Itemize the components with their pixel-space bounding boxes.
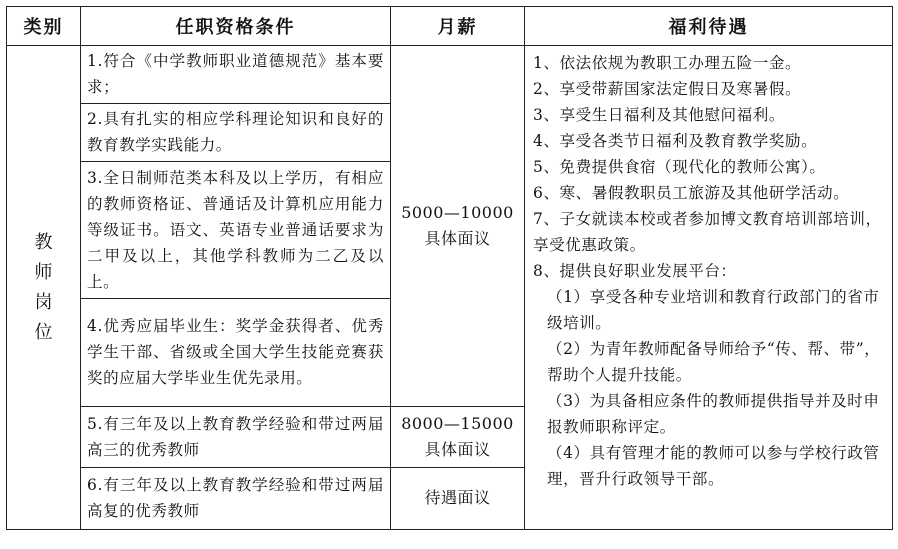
category-cell <box>7 46 81 530</box>
salary-note: 待遇面议 <box>424 488 491 508</box>
salary-range: 8000—15000 <box>401 413 514 433</box>
requirement-6: 6.有三年及以上教育教学经验和带过两届高复的优秀教师 <box>81 467 391 529</box>
salary-note: 具体面议 <box>424 229 491 249</box>
requirement-1: 1.符合《中学教师职业道德规范》基本要求； <box>81 46 391 103</box>
header-row <box>7 7 893 46</box>
benefit-item: 7、子女就读本校或者参加博文教育培训部培训，享受优惠政策。 <box>533 210 882 255</box>
benefits-cell <box>525 46 893 530</box>
salary-note: 具体面议 <box>424 439 491 459</box>
benefit-subitem: （2）为青年教师配备导师给予“传、帮、带”，帮助个人提升技能。 <box>547 340 881 385</box>
benefit-item: 1、依法依规为教职工办理五险一金。 <box>533 54 802 73</box>
benefit-item: 4、享受各类节日福利及教育教学奖励。 <box>533 132 818 151</box>
header-salary: 月薪 <box>391 7 525 46</box>
requirement-3: 3.全日制师范类本科及以上学历，有相应的教师资格证、普通话及计算机应用能力等级证书。语文、英语专业普通话要求为二甲及以上，其他学科教师为二乙及以上。 <box>81 161 391 298</box>
salary-cell-1 <box>391 46 525 407</box>
category-char: 师 <box>34 261 53 283</box>
benefit-item: 6、寒、暑假教职员工旅游及其他研学活动。 <box>533 184 850 203</box>
category-char: 教 <box>34 231 53 253</box>
header-requirements: 任职资格条件 <box>81 7 391 46</box>
header-benefits: 福利待遇 <box>525 7 893 46</box>
recruitment-table <box>6 6 893 530</box>
benefit-subitem: （4）具有管理才能的教师可以参与学校行政管理，晋升行政领导干部。 <box>547 444 880 489</box>
salary-cell-3 <box>391 467 525 529</box>
header-category: 类别 <box>7 7 81 46</box>
benefit-subitem: （1）享受各种专业培训和教育行政部门的省市级培训。 <box>547 288 880 333</box>
requirement-5: 5.有三年及以上教育教学经验和带过两届高三的优秀教师 <box>81 407 391 467</box>
requirement-2: 2.具有扎实的相应学科理论知识和良好的教育教学实践能力。 <box>81 103 391 161</box>
salary-cell-2 <box>391 407 525 467</box>
requirement-4: 4.优秀应届毕业生：奖学金获得者、优秀学生干部、省级或全国大学生技能竞赛获奖的应届大学毕业生优先录用。 <box>81 298 391 407</box>
table-row <box>7 46 893 103</box>
benefit-item: 3、享受生日福利及其他慰问福利。 <box>533 106 785 125</box>
category-char: 位 <box>34 321 53 343</box>
benefit-item: 5、免费提供食宿（现代化的教师公寓）。 <box>533 158 826 177</box>
category-char: 岗 <box>34 291 53 313</box>
salary-range: 5000—10000 <box>401 203 514 223</box>
benefit-item: 2、享受带薪国家法定假日及寒暑假。 <box>533 80 802 99</box>
benefit-subitem: （3）为具备相应条件的教师提供指导并及时申报教师职称评定。 <box>547 392 880 437</box>
benefit-item: 8、提供良好职业发展平台： <box>533 262 737 281</box>
